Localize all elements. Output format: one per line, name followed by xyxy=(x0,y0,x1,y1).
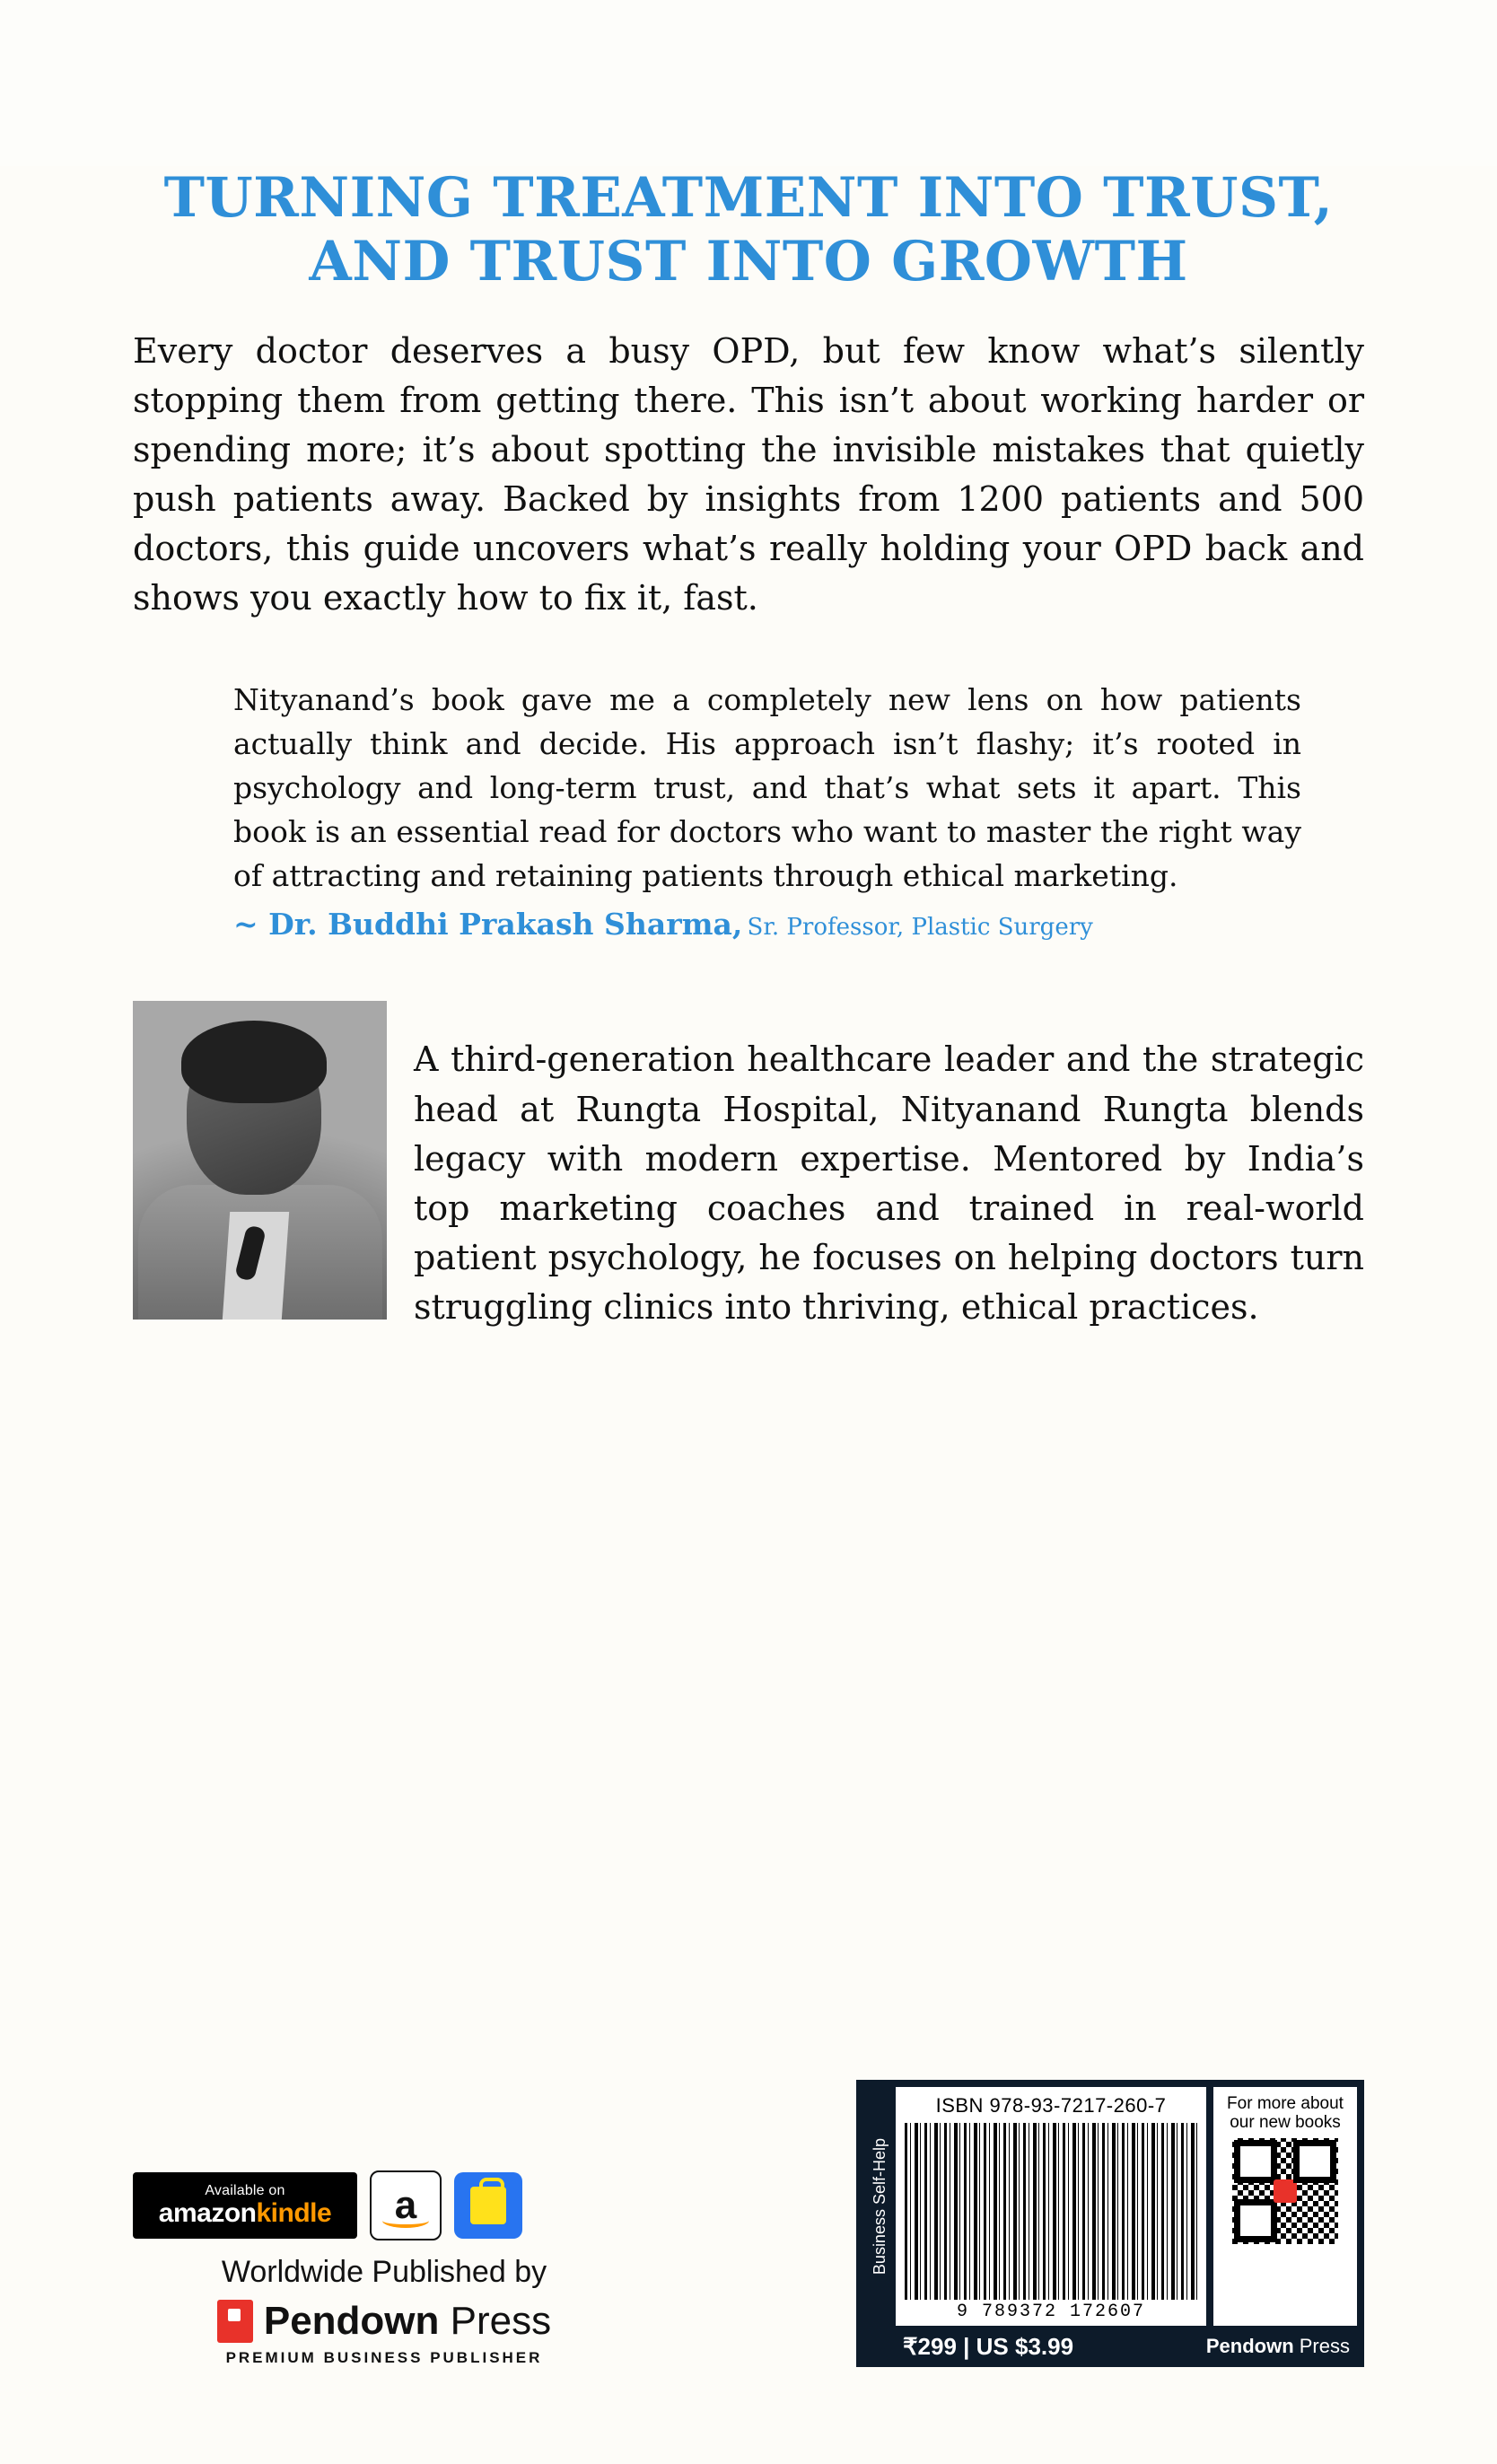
testimonial-quote: Nityanand’s book gave me a completely new lens on how patients actually think and decide. His approach isn’t flashy; it’s rooted in psychology and long-term trust, and that’s what sets it apart. This book is an essential read for doctors who want to master the right way of attracting and retaining patients through ethical marketing. xyxy=(233,682,1301,893)
barcode-publisher-light: Press xyxy=(1293,2335,1350,2357)
flipkart-icon xyxy=(470,2187,506,2224)
barcode-main-row xyxy=(856,2080,1364,2326)
kindle-badge-top-label: Available on xyxy=(205,2183,285,2198)
price-label: ₹299 | US $3.99 xyxy=(903,2332,1074,2360)
ean-digits: 9 789372 172607 xyxy=(956,2302,1146,2322)
category-spine-label xyxy=(863,2087,896,2326)
footer xyxy=(133,2080,1364,2367)
author-bio: A third-generation healthcare leader and the strategic head at Rungta Hospital, Nityanand Rungta blends legacy with modern expertise. Mentored by India’s top marketing coaches and trained in real-world patient psychology, he focuses on helping doctors turn struggling clinics into thriving, ethical practices. xyxy=(414,1039,1364,1327)
publisher-tagline: PREMIUM BUSINESS PUBLISHER xyxy=(225,2349,543,2366)
author-photo xyxy=(133,1001,387,1320)
page-title-line-1: TURNING TREATMENT INTO TRUST, xyxy=(163,166,1334,230)
author-section xyxy=(133,1001,1364,1366)
pendown-mark-icon xyxy=(217,2300,253,2343)
qr-center-logo xyxy=(1274,2179,1297,2203)
book-blurb: Every doctor deserves a busy OPD, but few know what’s silently stopping them from getting there. This isn’t about working harder or spending more; it’s about spotting the invisible mistakes that quietly push patients away. Backed by insights from 1200 patients and 500 doctors, this guide uncovers what’s really holding your OPD back and shows you exactly how to fix it, fast. xyxy=(133,330,1364,618)
retailer-badges xyxy=(133,2170,635,2240)
qr-code-icon[interactable] xyxy=(1232,2138,1338,2244)
flipkart-badge[interactable] xyxy=(454,2172,522,2239)
qr-caption: For more about our new books xyxy=(1227,2094,1344,2133)
barcode-block xyxy=(856,2080,1364,2367)
publisher-name xyxy=(264,2299,551,2344)
isbn-label: ISBN 978-93-7217-260-7 xyxy=(935,2094,1167,2117)
amazon-badge-letter: a xyxy=(394,2183,417,2227)
qr-section xyxy=(1213,2087,1357,2326)
amazon-smile-icon xyxy=(382,2214,429,2228)
category-spine-text: Business Self-Help xyxy=(870,2137,889,2275)
publisher-block xyxy=(133,2170,635,2367)
publisher-logo xyxy=(133,2299,635,2344)
page-title xyxy=(133,166,1364,294)
barcode-publisher-bold: Pendown xyxy=(1205,2335,1294,2357)
publisher-name-bold: Pendown xyxy=(263,2299,440,2343)
qr-finder-bottom-left xyxy=(1234,2199,1277,2242)
barcode-publisher-name xyxy=(1206,2335,1350,2358)
back-cover-page xyxy=(0,166,1497,2464)
kindle-badge-main-label: amazonkindle xyxy=(158,2198,332,2228)
page-title-line-2: AND TRUST INTO GROWTH xyxy=(309,230,1188,294)
amazon-badge[interactable] xyxy=(370,2170,442,2240)
photo-hair xyxy=(181,1021,327,1103)
testimonial-attribution xyxy=(233,907,1301,942)
price-row xyxy=(856,2326,1364,2367)
barcode-bars xyxy=(905,2123,1197,2300)
testimonial-author-role: Sr. Professor, Plastic Surgery xyxy=(747,914,1093,942)
amazon-kindle-badge[interactable] xyxy=(133,2172,357,2239)
testimonial-author-name: ~ Dr. Buddhi Prakash Sharma, xyxy=(233,907,743,943)
isbn-barcode xyxy=(896,2087,1206,2326)
published-by-label: Worldwide Published by xyxy=(221,2255,547,2289)
publisher-name-light: Press xyxy=(439,2299,552,2343)
